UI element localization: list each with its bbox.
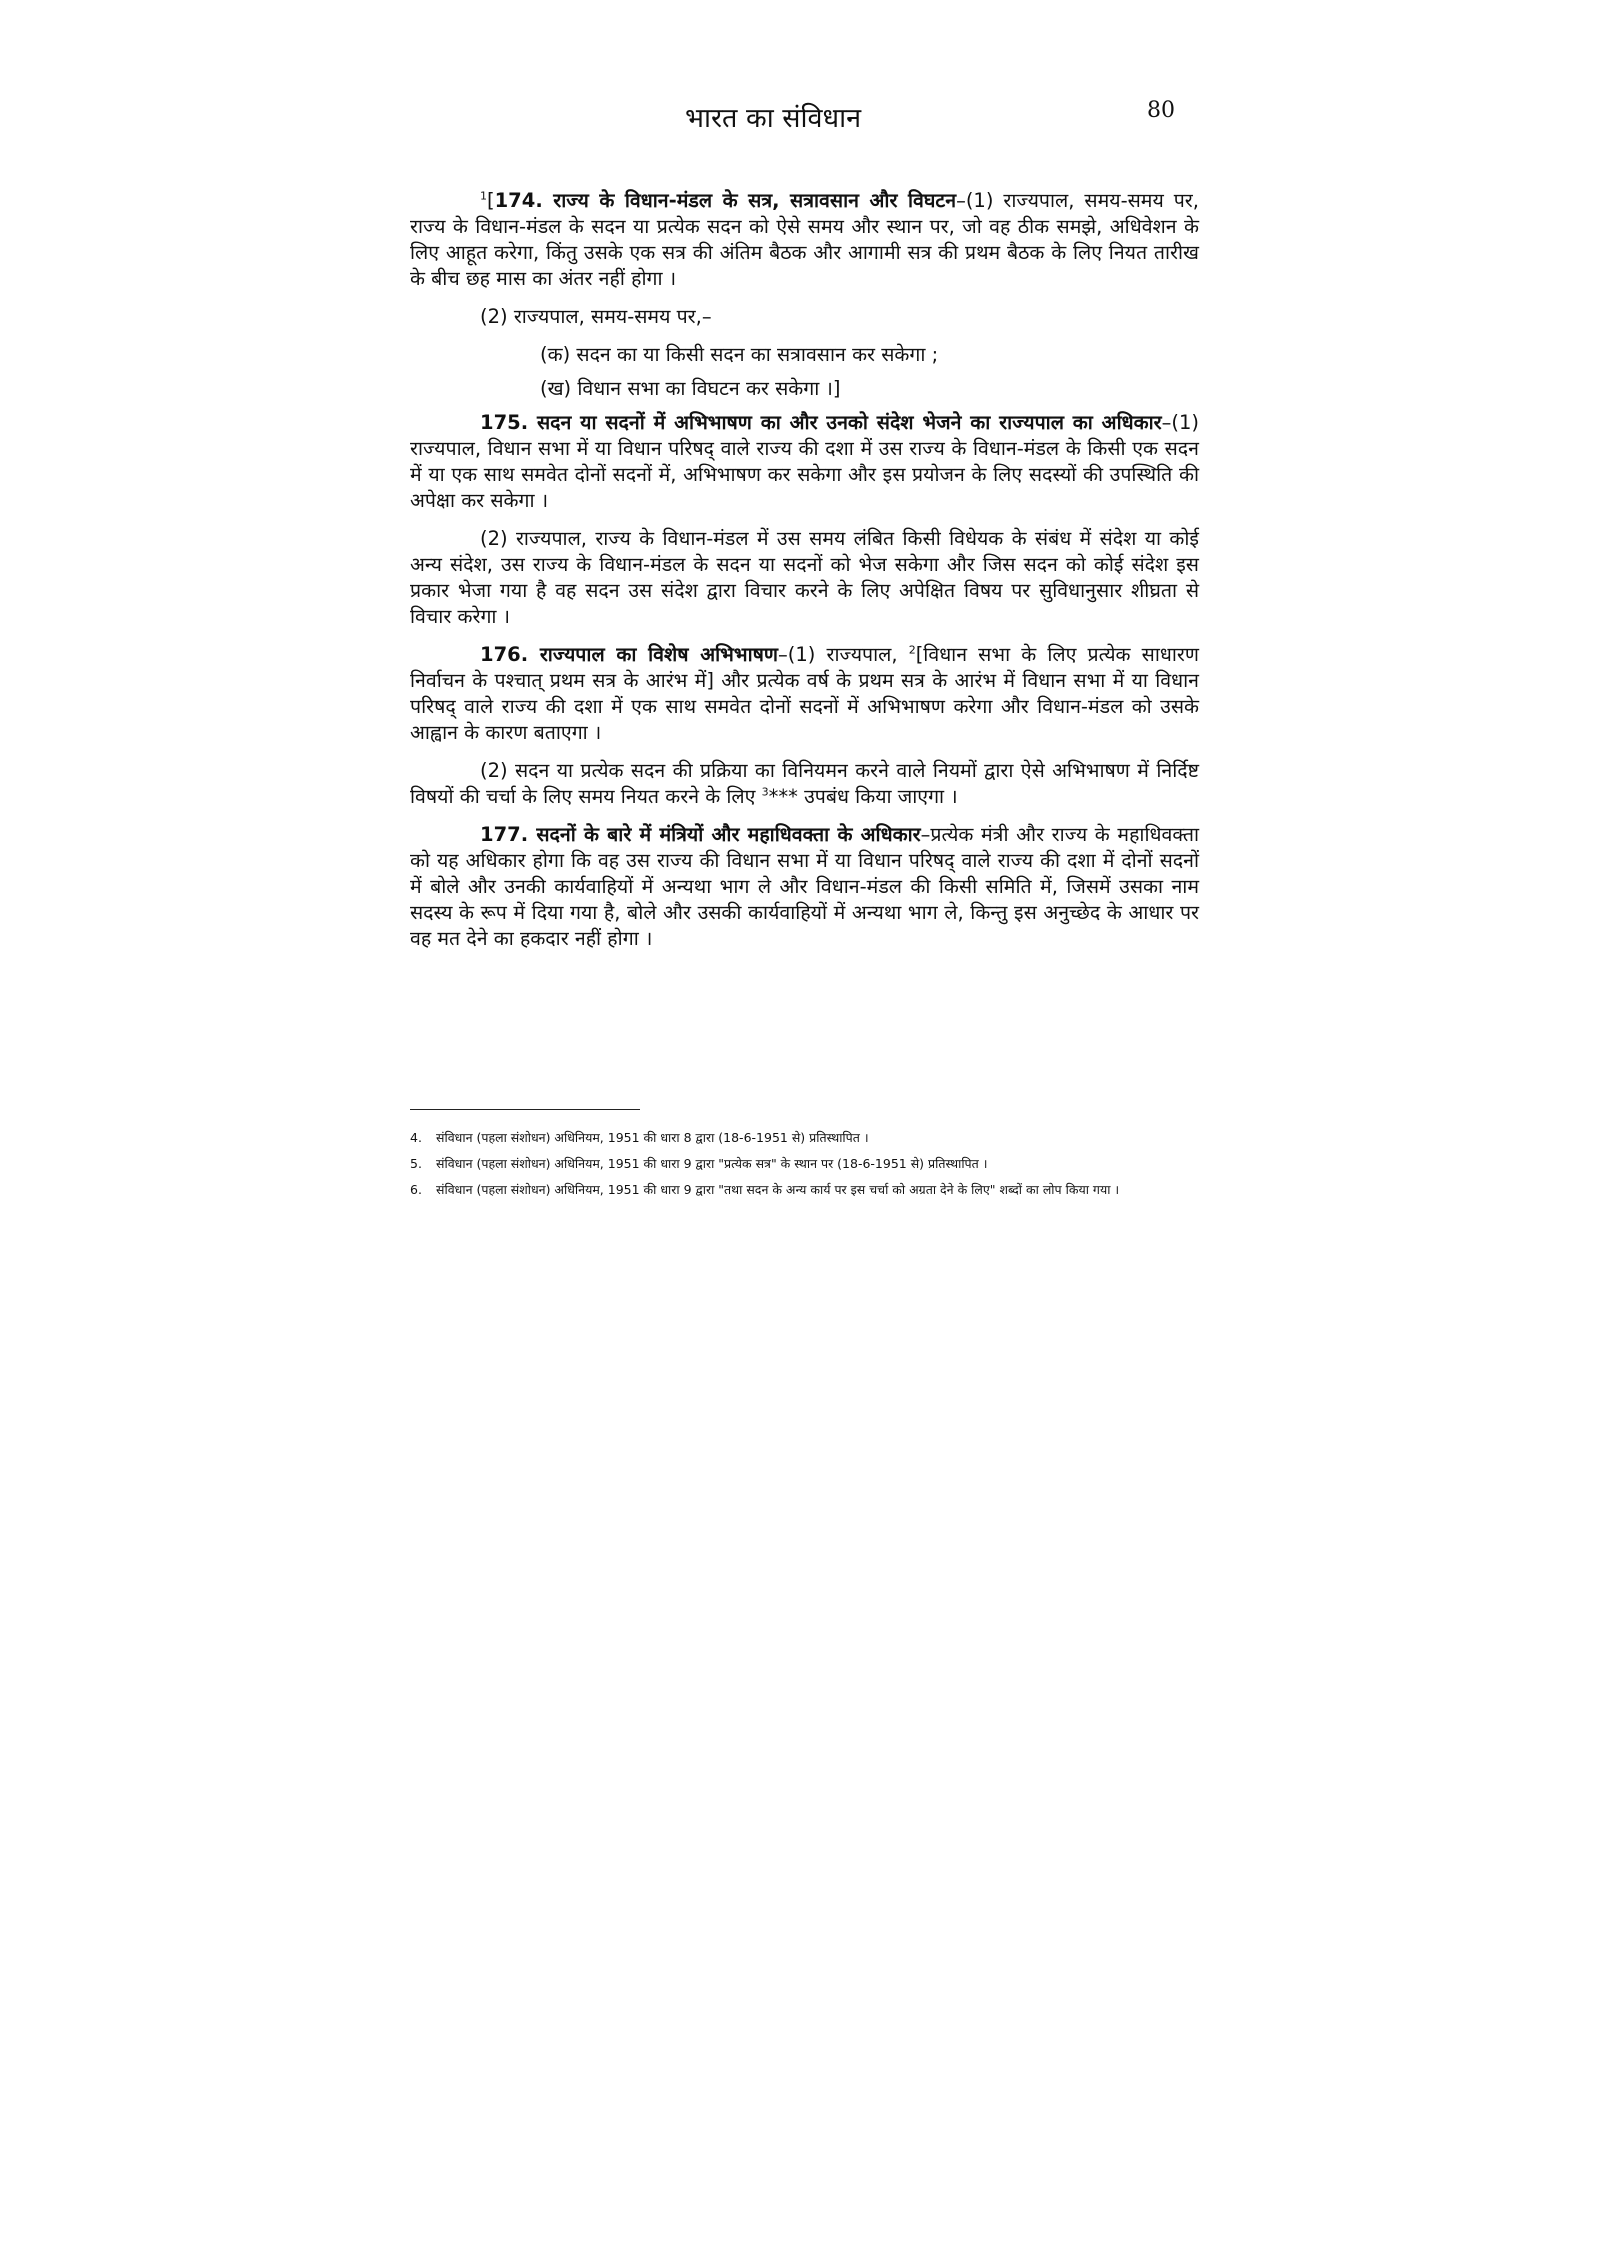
document-title: भारत का संविधान [685, 103, 862, 134]
footnote [410, 1179, 1199, 1201]
article-176-para-2 [410, 758, 1199, 810]
footnote-text: संविधान (पहला संशोधन) अधिनियम, 1951 की धारा 8 द्वारा (18-6-1951 से) प्रतिस्थापित । [436, 1130, 869, 1145]
footnote-number: 6. [410, 1182, 422, 1197]
footnote [410, 1127, 1199, 1149]
article-176-para-2-text-b: *** उपबंध किया जाएगा । [768, 785, 958, 808]
article-174-text: –(1) राज्यपाल, समय-समय पर, राज्य के विधान-मंडल के सदन या प्रत्येक सदन को ऐसे समय और स्थान पर, जो वह ठीक समझे, अधिवेशन के लिए आहूत करेगा, किंतु उसके एक सत्र की अंतिम बैठक और आगामी सत्र की प्रथम बैठक के लिए नियत तारीख के बीच छह मास का अंतर नहीं होगा । [410, 189, 1199, 290]
page-number: 80 [1147, 98, 1175, 123]
article-174-para-1 [410, 188, 1199, 292]
article-174-heading: 174. राज्य के विधान-मंडल के सत्र, सत्रावसान और विघटन [494, 189, 957, 212]
footnote-marker: 1 [480, 189, 487, 203]
article-175-heading: 175. सदन या सदनों में अभिभाषण का और उनको संदेश भेजने का राज्यपाल का अधिकार [480, 411, 1162, 434]
footnote [410, 1153, 1199, 1175]
amendment-bracket: [ [487, 189, 495, 212]
article-177-heading: 177. सदनों के बारे में मंत्रियों और महाधिवक्ता के अधिकार [480, 823, 921, 846]
article-176-para-1 [410, 642, 1199, 746]
article-175-text: –(1) राज्यपाल, विधान सभा में या विधान परिषद् वाले राज्य की दशा में उस राज्य के विधान-मंडल के किसी एक सदन में या एक साथ समवेत दोनों सदनों में, अभिभाषण कर सकेगा और इस प्रयोजन के लिए सदस्यों की उपस्थिति की अपेक्षा कर सकेगा । [410, 411, 1199, 512]
article-176-text-a: –(1) राज्यपाल, [778, 643, 909, 666]
article-175-para-2: (2) राज्यपाल, राज्य के विधान-मंडल में उस समय लंबित किसी विधेयक के संबंध में संदेश या कोई अन्य संदेश, उस राज्य के विधान-मंडल के सदन या सदनों को भेज सकेगा और जिस सदन को कोई संदेश इस प्रकार भेजा गया है वह सदन उस संदेश द्वारा विचार करने के लिए अपेक्षित विषय पर सुविधानुसार शीघ्रता से विचार करेगा । [410, 527, 1199, 628]
footnote-number: 5. [410, 1156, 422, 1171]
article-174-clause-2: (2) राज्यपाल, समय-समय पर,– [480, 305, 712, 328]
footnote-marker: 2 [908, 643, 916, 657]
footnote-number: 4. [410, 1130, 422, 1145]
article-174-clause-2b: (ख) विधान सभा का विघटन कर सकेगा ।] [540, 377, 841, 400]
article-176-para-2-text-a: (2) सदन या प्रत्येक सदन की प्रक्रिया का विनियमन करने वाले नियमों द्वारा ऐसे अभिभाषण में निर्दिष्ट विषयों की चर्चा के लिए समय नियत करने के लिए [410, 759, 1199, 808]
footnote-text: संविधान (पहला संशोधन) अधिनियम, 1951 की धारा 9 द्वारा "तथा सदन के अन्य कार्य पर इस चर्चा को अग्रता देने के लिए" शब्दों का लोप किया गया । [436, 1182, 1120, 1197]
page-header [0, 98, 1600, 138]
article-175-para-1 [410, 410, 1199, 514]
footnote-text: संविधान (पहला संशोधन) अधिनियम, 1951 की धारा 9 द्वारा "प्रत्येक सत्र" के स्थान पर (18-6-1951 से) प्रतिस्थापित । [436, 1156, 988, 1171]
article-176-heading: 176. राज्यपाल का विशेष अभिभाषण [480, 643, 779, 666]
article-text [410, 188, 1199, 964]
footnotes [410, 1127, 1199, 1205]
article-174-clause-2a: (क) सदन का या किसी सदन का सत्रावसान कर सकेगा ; [540, 343, 939, 366]
article-176-text-b: [विधान सभा के लिए प्रत्येक साधारण निर्वाचन के पश्चात् प्रथम सत्र के आरंभ में] और प्रत्येक वर्ष के प्रथम सत्र के आरंभ में विधान सभा में या विधान परिषद् वाले राज्य की दशा में एक साथ समवेत दोनों सदनों में अभिभाषण करेगा और विधान-मंडल को उसके आह्वान के कारण बताएगा । [410, 643, 1200, 744]
footnote-marker: 3 [761, 785, 769, 799]
article-177-text: –प्रत्येक मंत्री और राज्य के महाधिवक्ता को यह अधिकार होगा कि वह उस राज्य की विधान सभा में या विधान परिषद् वाले राज्य की दशा में दोनों सदनों में बोले और उनकी कार्यवाहियों में अन्यथा भाग ले और विधान-मंडल की किसी समिति में, जिसमें उसका नाम सदस्य के रूप में दिया गया है, बोले और उसकी कार्यवाहियों में अन्यथा भाग ले, किन्तु इस अनुच्छेद के आधार पर वह मत देने का हकदार नहीं होगा । [410, 823, 1199, 950]
footnote-divider [410, 1109, 640, 1110]
article-177-para-1 [410, 822, 1199, 952]
